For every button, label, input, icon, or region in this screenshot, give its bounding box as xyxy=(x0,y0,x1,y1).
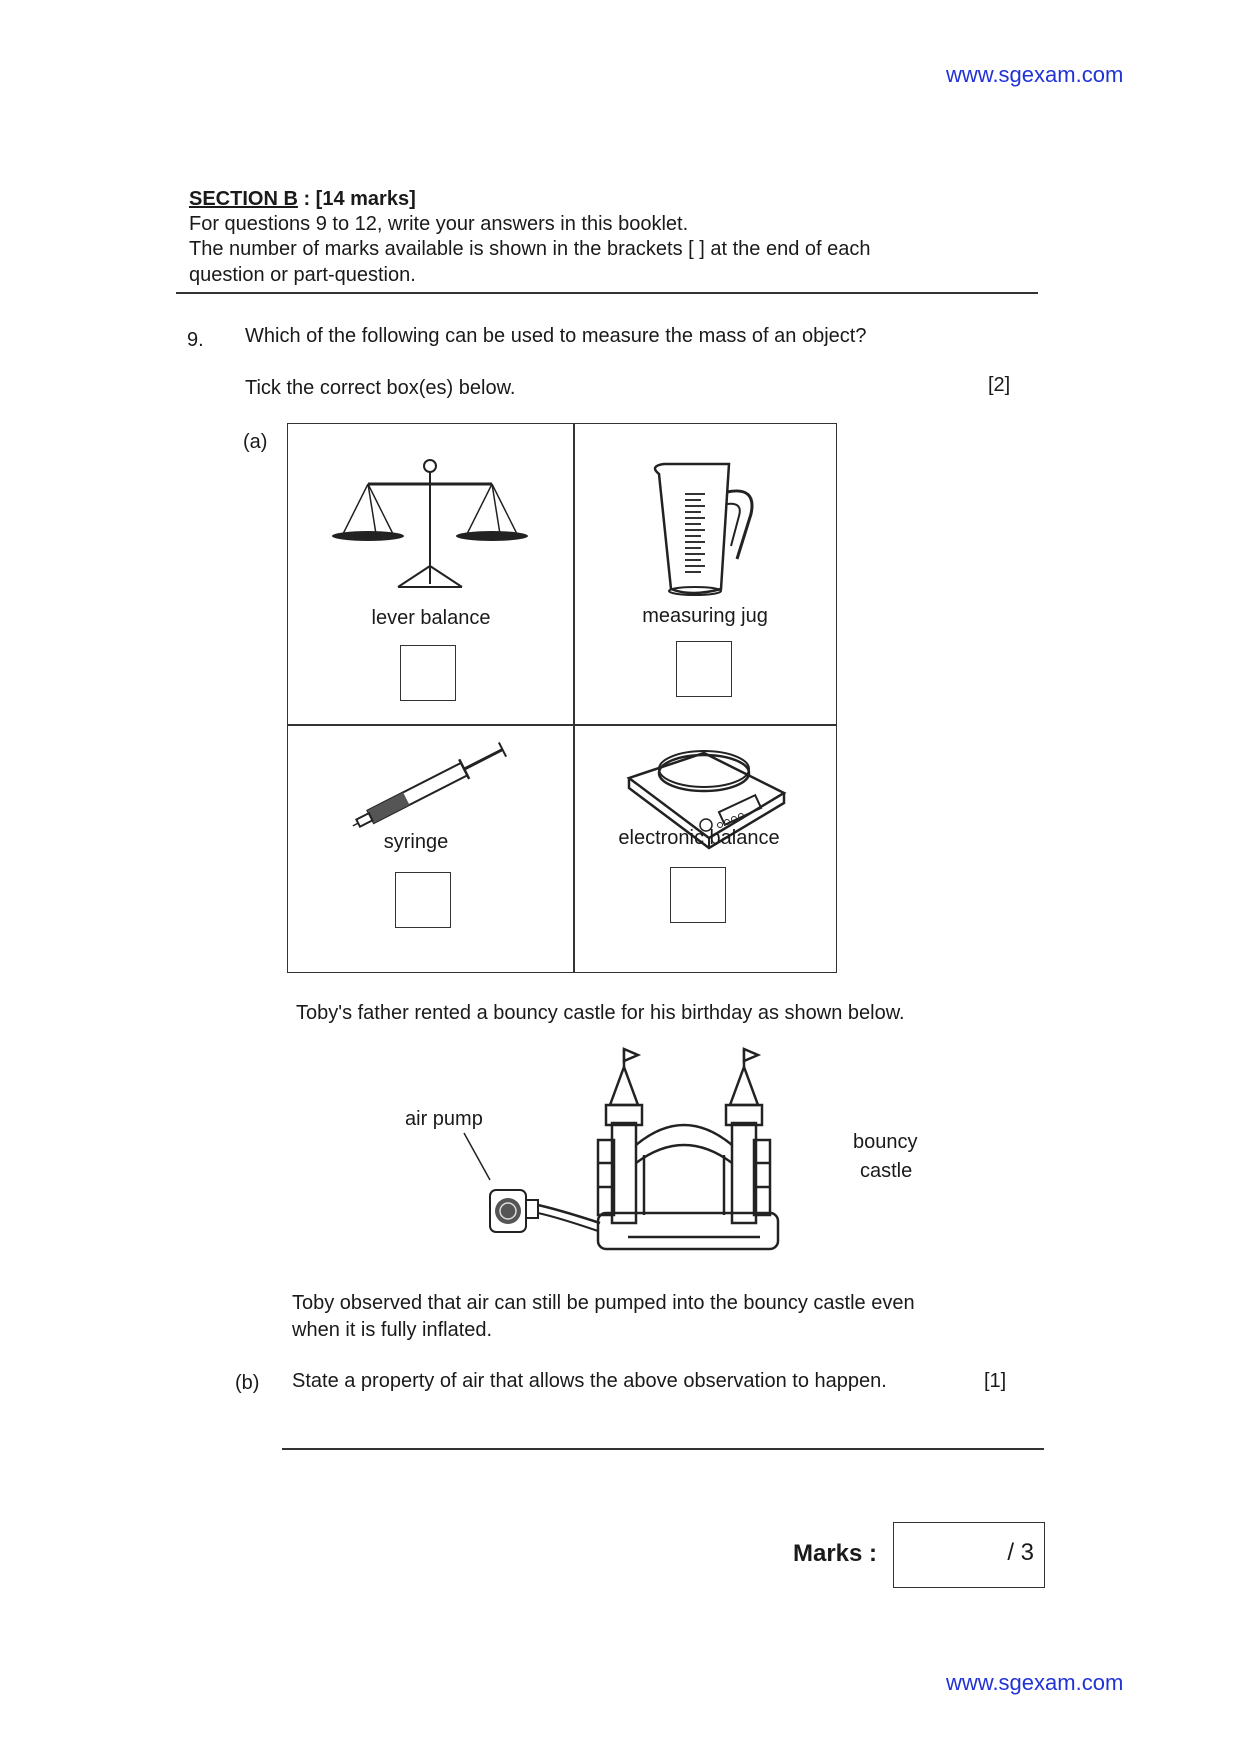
tickbox-syringe[interactable] xyxy=(395,872,451,928)
part-a-label: (a) xyxy=(243,431,268,453)
observation-line-2: when it is fully inflated. xyxy=(292,1319,493,1341)
answer-line[interactable] xyxy=(282,1448,1044,1450)
measuring-jug-icon xyxy=(639,454,779,604)
option-lever-balance xyxy=(288,424,573,724)
option-syringe xyxy=(288,725,573,972)
section-divider xyxy=(176,292,1038,294)
section-heading-line xyxy=(189,186,416,213)
option-electronic-balance xyxy=(574,725,836,972)
observation-line-1: Toby observed that air can still be pumped into the bouncy castle even xyxy=(292,1292,915,1314)
marks-label: Marks : xyxy=(793,1540,878,1567)
air-pump-label: air pump xyxy=(405,1108,483,1130)
air-pump-icon xyxy=(490,1190,538,1232)
syringe-icon xyxy=(343,740,523,830)
marks-total: / 3 xyxy=(1007,1539,1034,1566)
tickbox-lever-balance[interactable] xyxy=(400,645,456,701)
question-text: Which of the following can be used to measure the mass of an object? xyxy=(245,325,867,347)
part-b-text: State a property of air that allows the above observation to happen. xyxy=(292,1370,887,1392)
lever-balance-icon xyxy=(328,454,538,604)
castle-intro: Toby's father rented a bouncy castle for his birthday as shown below. xyxy=(296,1002,905,1024)
tick-instruction: Tick the correct box(es) below. xyxy=(245,377,516,399)
option-label-electronic-balance: electronic balance xyxy=(618,827,780,849)
part-b-marks: [1] xyxy=(984,1370,1007,1392)
bouncy-label-1: bouncy xyxy=(853,1131,918,1153)
option-label-measuring-jug: measuring jug xyxy=(642,605,768,627)
options-table xyxy=(287,423,837,973)
part-b-label: (b) xyxy=(235,1372,260,1394)
option-label-lever-balance: lever balance xyxy=(371,607,491,629)
section-instruction-3: question or part-question. xyxy=(189,264,416,286)
section-instruction-2: The number of marks available is shown in the brackets [ ] at the end of each xyxy=(189,238,871,260)
tick-marks: [2] xyxy=(988,374,1011,396)
bouncy-label-2: castle xyxy=(860,1160,913,1182)
section-marks: : [14 marks] xyxy=(303,188,416,210)
header-url[interactable]: www.sgexam.com xyxy=(946,62,1124,87)
tickbox-measuring-jug[interactable] xyxy=(676,641,732,697)
footer-url[interactable]: www.sgexam.com xyxy=(946,1670,1124,1695)
bouncy-castle-icon xyxy=(598,1049,778,1249)
question-number: 9. xyxy=(187,329,204,351)
marks-box[interactable] xyxy=(893,1522,1045,1588)
section-heading: SECTION B xyxy=(189,188,298,210)
bouncy-castle-illustration xyxy=(460,1045,800,1255)
section-instruction-1: For questions 9 to 12, write your answers in this booklet. xyxy=(189,213,689,235)
air-pump-pointer xyxy=(464,1133,490,1180)
option-measuring-jug xyxy=(574,424,836,724)
tickbox-electronic-balance[interactable] xyxy=(670,867,726,923)
option-label-syringe: syringe xyxy=(383,831,449,853)
